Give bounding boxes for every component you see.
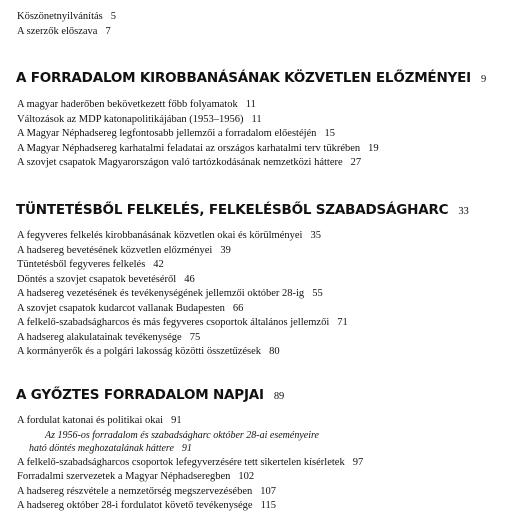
entry-title: A szovjet csapatok kudarcot vallanak Budapesten	[17, 302, 225, 314]
section-entries	[17, 414, 504, 514]
section-title: A FORRADALOM KIROBBANÁSÁNAK KÖZVETLEN ELŐZMÉNYEI	[16, 70, 471, 86]
entry-page: 91	[171, 415, 182, 426]
toc-entry	[17, 499, 504, 514]
toc-entry	[17, 25, 504, 40]
entry-title: A szerzők előszava	[17, 25, 98, 37]
toc-entry	[17, 470, 504, 485]
toc-entry	[17, 156, 504, 171]
entry-title: Tüntetésből fegyveres felkelés	[17, 259, 146, 270]
toc-entry	[17, 485, 504, 500]
toc-entry	[17, 316, 504, 331]
entry-title: Az 1956-os forradalom és szabadságharc október 28-ai eseményeire	[45, 429, 319, 441]
entry-title: A fegyveres felkelés kirobbanásának közvetlen okai és körülményei	[17, 230, 303, 241]
entry-title: A szovjet csapatok Magyarországon való tartózkodásának nemzetközi háttere	[17, 157, 343, 168]
toc-entry	[17, 258, 504, 273]
toc-entry	[17, 287, 504, 302]
toc-entry	[17, 456, 504, 471]
toc-entry	[17, 302, 504, 317]
toc-entry	[17, 113, 504, 128]
entry-page: 80	[269, 346, 280, 357]
toc-entry	[17, 331, 504, 346]
toc-entry	[17, 142, 504, 157]
entry-page: 5	[110, 11, 116, 22]
entry-title: A hadsereg bevetésének közvetlen előzményei	[17, 244, 213, 256]
section-entries	[17, 229, 504, 360]
entry-title: A magyar haderőben bekövetkezett főbb folyamatok	[17, 99, 238, 110]
toc-entry	[17, 414, 504, 429]
entry-title: A felkelő-szabadságharcos és más fegyveres csoportok általános jellemzői	[17, 317, 330, 328]
toc-entry	[17, 98, 504, 113]
entry-title: A hadsereg alakulatainak tevékenysége	[17, 331, 182, 343]
front-matter	[17, 10, 504, 39]
entry-page: 7	[105, 25, 111, 37]
entry-page: 15	[324, 128, 335, 139]
entry-title: A hadsereg vezetésének és tevékenységének jellemzői október 28-ig	[17, 288, 305, 299]
section-entries	[17, 98, 504, 171]
section-heading	[16, 201, 506, 221]
entry-title: A fordulat katonai és politikai okai	[17, 415, 164, 426]
entry-page: 11	[245, 99, 256, 110]
entry-page: 55	[312, 288, 323, 299]
entry-title: A kormányerők és a polgári lakosság közötti összetűzések	[17, 346, 262, 357]
section-page: 9	[480, 74, 487, 85]
section-page: 33	[458, 206, 469, 217]
entry-page: 27	[350, 157, 362, 168]
entry-page: 91	[181, 443, 192, 454]
entry-title: A hadsereg részvétele a nemzetőrség megszervezésében	[17, 485, 253, 497]
entry-page: 102	[238, 471, 255, 482]
entry-page: 66	[232, 302, 244, 314]
entry-page: 46	[184, 273, 195, 285]
entry-title: A Magyar Néphadsereg karhatalmi feladatai az országos karhatalmi terv tükrében	[17, 142, 361, 154]
entry-title: A hadsereg október 28-i fordulatot követő tevékenysége	[17, 500, 253, 511]
section-title: TÜNTETÉSBŐL FELKELÉS, FELKELÉSBŐL SZABADSÁGHARC	[16, 202, 449, 218]
toc-entry	[17, 10, 504, 25]
section-title: A GYŐZTES FORRADALOM NAPJAI	[16, 387, 264, 403]
toc-subentry	[17, 442, 504, 456]
section-heading	[16, 69, 506, 89]
entry-title: A felkelő-szabadságharcos csoportok lefegyverzésére tett sikertelen kísérletek	[17, 456, 345, 468]
section-heading	[16, 386, 506, 406]
entry-title: Köszönetnyilvánítás	[17, 11, 103, 22]
toc-subentry	[17, 429, 504, 443]
entry-title: A Magyar Néphadsereg legfontosabb jellemzői a forradalom előestéjén	[17, 128, 317, 139]
entry-page: 71	[337, 317, 348, 328]
entry-title: Forradalmi szervezetek a Magyar Néphadseregben	[17, 471, 231, 482]
entry-page: 115	[260, 500, 276, 511]
entry-page: 39	[220, 244, 231, 256]
toc-entry	[17, 244, 504, 259]
entry-page: 35	[310, 230, 321, 241]
entry-page: 107	[260, 485, 277, 497]
toc-entry	[17, 229, 504, 244]
entry-title: Változások az MDP katonapolitikájában (1953–1956)	[17, 113, 244, 125]
entry-page: 75	[189, 331, 201, 343]
entry-page: 11	[251, 113, 262, 125]
entry-title: ható döntés meghozatalának háttere	[29, 443, 174, 454]
toc-entry	[17, 127, 504, 142]
entry-page: 19	[368, 142, 379, 154]
toc-entry	[17, 273, 504, 288]
entry-title: Döntés a szovjet csapatok bevetéséről	[17, 273, 177, 285]
entry-page: 42	[153, 259, 164, 270]
entry-page: 97	[352, 456, 364, 468]
section-page: 89	[273, 391, 284, 402]
toc-entry	[17, 345, 504, 360]
